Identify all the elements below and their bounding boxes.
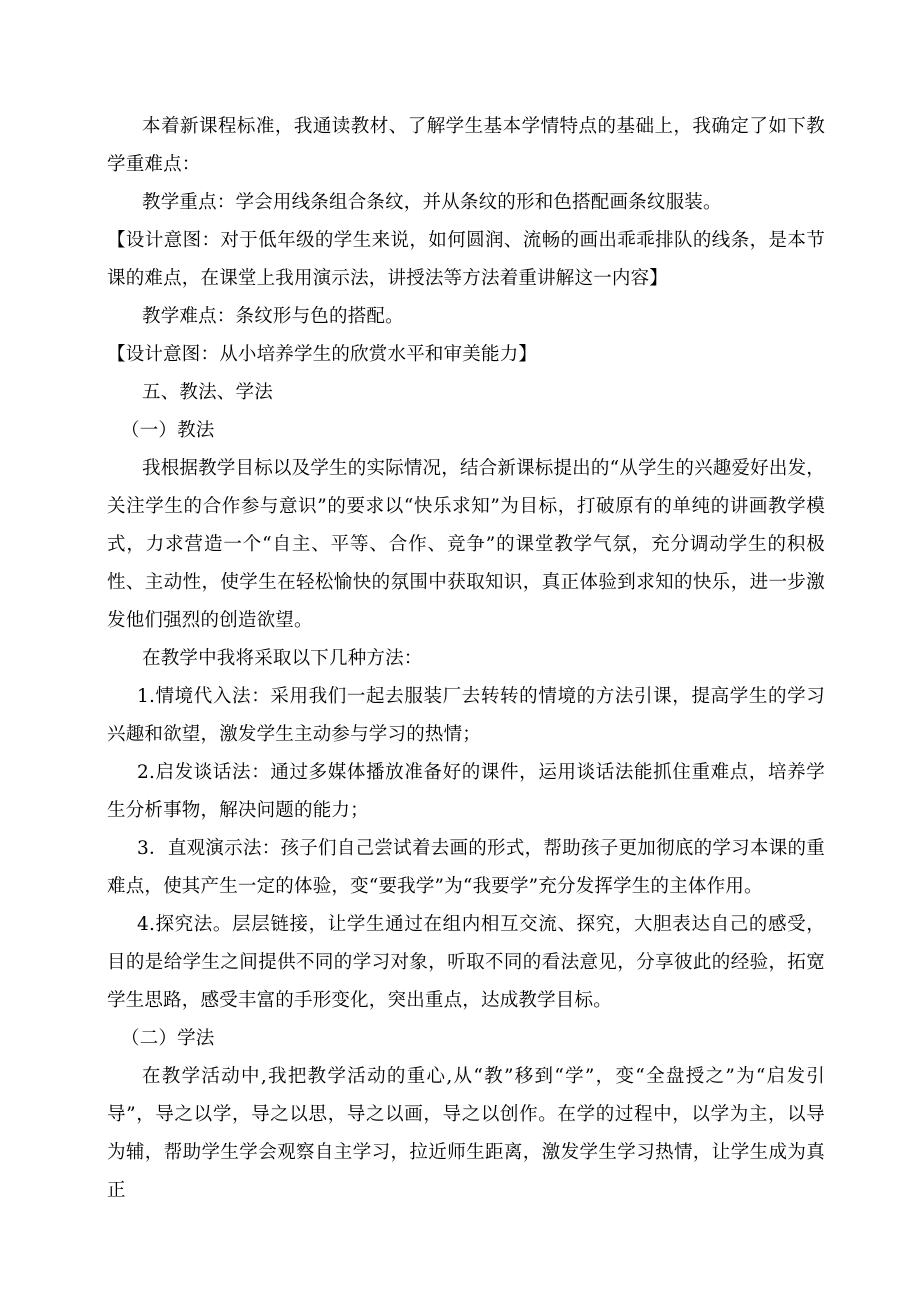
methods-intro: 在教学中我将采取以下几种方法： [142, 648, 423, 669]
teaching-method-paragraph: 我根据教学目标以及学生的实际情况，结合新课标提出的“从学生的兴趣爱好出发，关注学生的合作参与意识”的要求以“快乐求知”为目标，打破原有的单纯的讲画教学模式，力求营造一个“自主、平等、合作、竞争”的课堂教学气氛，充分调动学生的积极性、主动性，使学生在轻松愉快的氛围中获取知识，真正体验到求知的快乐，进一步激发他们强烈的创造欲望。 [107, 458, 825, 631]
teaching-focus: 教学重点：学会用线条组合条纹，并从条纹的形和色搭配画条纹服装。 [142, 192, 722, 213]
method-item-4: 4.探究法。层层链接，让学生通过在组内相互交流、探究，大胆表达自己的感受，目的是给学生之间提供不同的学习对象，听取不同的看法意见，分享彼此的经验，拓宽学生思路，感受丰富的手形变化，突出重点，达成教学目标。 [107, 914, 825, 1011]
method-item-3: 3．直观演示法：孩子们自己尝试着去画的形式，帮助孩子更加彻底的学习本课的重难点，使其产生一定的体验，变“要我学”为“我要学”充分发挥学生的主体作用。 [107, 838, 825, 897]
teaching-difficulty: 教学难点：条纹形与色的搭配。 [142, 306, 404, 327]
design-intent-difficulty: 【设计意图：从小培养学生的欣赏水平和审美能力】 [107, 344, 538, 365]
section-heading-methods: 五、教法、学法 [142, 382, 273, 403]
design-intent-focus: 【设计意图：对于低年级的学生来说，如何圆润、流畅的画出乖乖排队的线条，是本节课的难点，在课堂上我用演示法，讲授法等方法着重讲解这一内容】 [107, 230, 825, 289]
document-body [107, 108, 825, 1210]
intro-paragraph: 本着新课程标准，我通读教材、了解学生基本学情特点的基础上，我确定了如下教学重难点： [107, 116, 825, 175]
method-item-1: 1.情境代入法：采用我们一起去服装厂去转转的情境的方法引课，提高学生的学习兴趣和欲望，激发学生主动参与学习的热情； [107, 686, 825, 745]
subheading-teaching-method: （一）教法 [121, 420, 215, 441]
method-item-2: 2.启发谈话法：通过多媒体播放准备好的课件，运用谈话法能抓住重难点，培养学生分析事物，解决问题的能力； [107, 762, 825, 821]
learning-method-paragraph: 在教学活动中,我把教学活动的重心,从“教”移到“学”，变“全盘授之”为“启发引导”，导之以学，导之以思，导之以画，导之以创作。在学的过程中，以学为主，以导为辅，帮助学生学会观察自主学习，拉近师生距离，激发学生学习热情，让学生成为真正 [107, 1066, 825, 1201]
subheading-learning-method: （二）学法 [121, 1028, 215, 1049]
